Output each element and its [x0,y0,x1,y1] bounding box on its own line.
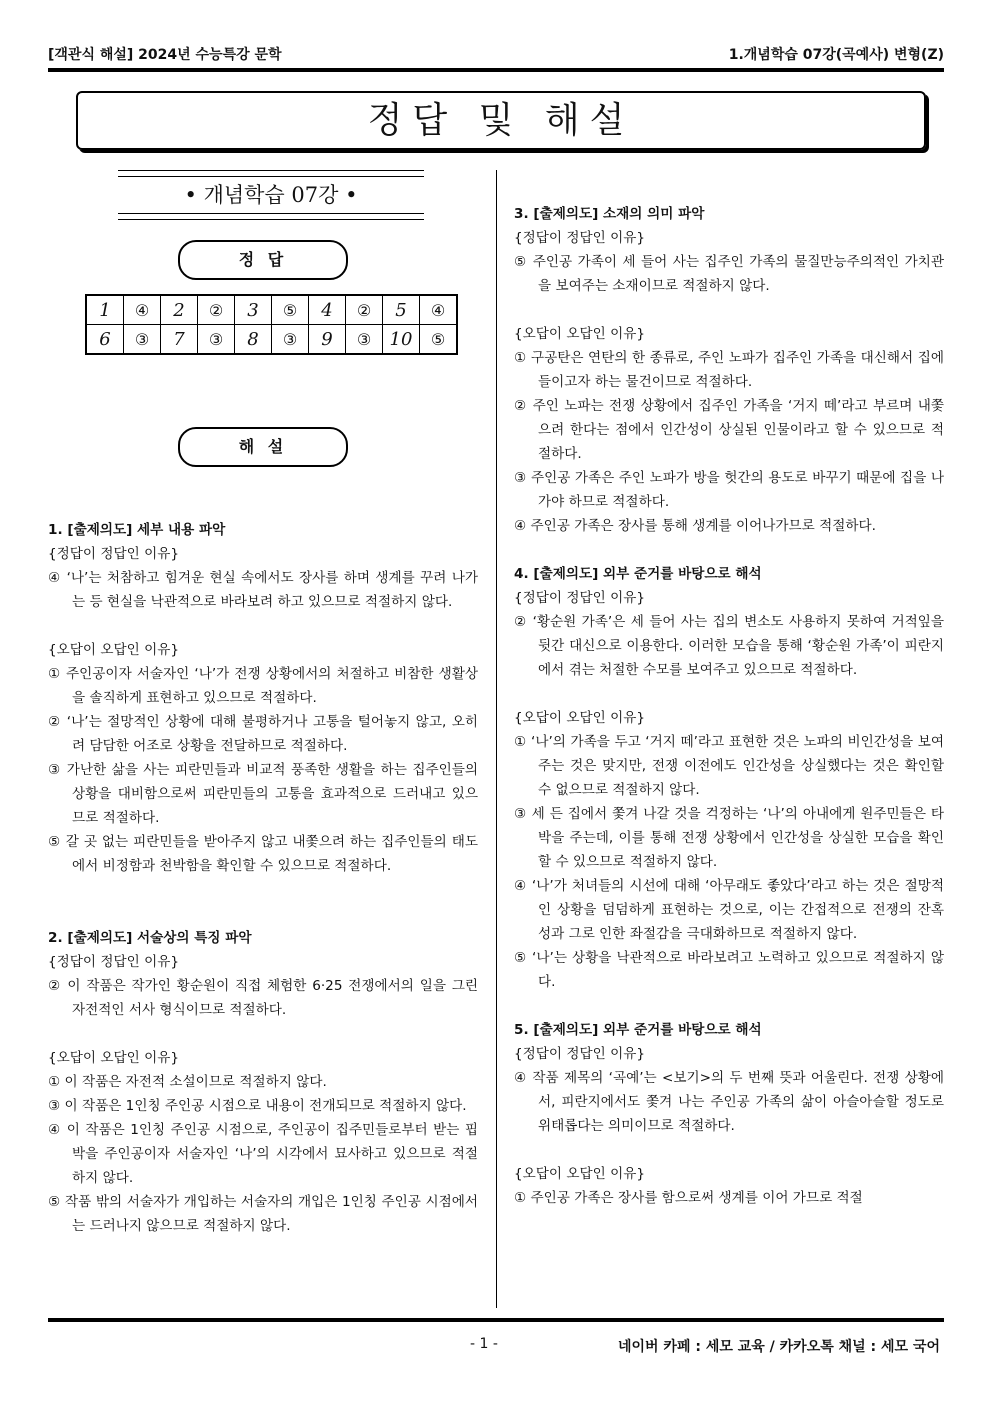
page-title: 정답 및 해설 [76,91,926,150]
q2-wrong-label: {오답이 오답인 이유} [48,1050,179,1066]
lesson-banner [118,170,424,216]
question-number: 5 [383,295,420,325]
answer-value: ⑤ [272,295,309,325]
q1-heading: 1. [출제의도] 세부 내용 파악 [48,522,226,538]
q4-wrong-item: ⑤ ‘나’는 상황을 낙관적으로 바라보려고 노력하고 있으므로 적절하지 않다. [514,950,944,990]
header-right: 1.개념학습 07강(곡예사) 변형(Z) [728,47,944,63]
answer-value: ③ [272,325,309,355]
answer-value: ④ [124,295,161,325]
footer-contact: 네이버 카페 : 세모 교육 / 카카오톡 채널 : 세모 국어 [617,1339,940,1355]
q1-correct-label: {정답이 정답인 이유} [48,546,179,562]
q4-correct: ② ‘황순원 가족’은 세 들어 사는 집의 변소도 사용하지 못하여 거적잎을 뒷간 대신으로 이용한다. 이러한 모습을 통해 ‘황순원 가족’이 피란지에서 겪는 처절한 수모를 보여주고 있으므로 적절하다. [514,614,944,678]
q1-wrong-item: ① 주인공이자 서술자인 ‘나’가 전쟁 상황에서의 처절하고 비참한 생활상을 솔직하게 표현하고 있으므로 적절하다. [48,666,478,706]
question-number: 6 [86,325,124,355]
q4-heading: 4. [출제의도] 외부 준거를 바탕으로 해석 [514,566,762,582]
question-number: 1 [86,295,124,325]
question-number: 9 [309,325,346,355]
lesson-top-rule [118,170,424,177]
answer-value: ④ [420,295,458,325]
q3-correct: ⑤ 주인공 가족이 세 들어 사는 집주인 가족의 물질만능주의적인 가치관을 보여주는 소재이므로 적절하지 않다. [514,254,944,294]
q5-wrong-item: ① 주인공 가족은 장사를 함으로써 생계를 이어 가므로 적절 [514,1190,863,1206]
q4-correct-label: {정답이 정답인 이유} [514,590,645,606]
explanation-pill: 해 설 [178,427,348,467]
answer-value: ③ [124,325,161,355]
footer-rule [48,1318,944,1322]
q2-wrong-item: ④ 이 작품은 1인칭 주인공 시점으로, 주인공이 집주민들로부터 받는 핍박을 주인공이자 서술자인 ‘나’의 시각에서 묘사하고 있으므로 적절하지 않다. [48,1122,478,1186]
column-divider [496,170,497,1308]
answer-value: ③ [346,325,383,355]
q4-wrong-item: ④ ‘나’가 처녀들의 시선에 대해 ‘아무래도 좋았다’라고 하는 것은 절망적인 상황을 덤덤하게 표현하는 것으로, 이는 간접적으로 전쟁의 잔혹성과 그로 인한 좌절감을 극대화하므로 적절하지 않다. [514,878,944,942]
left-column [48,518,478,1238]
header-rule [48,68,944,72]
q3-wrong-item: ④ 주인공 가족은 장사를 통해 생계를 이어나가므로 적절하다. [514,518,876,534]
q3-wrong-label: {오답이 오답인 이유} [514,326,645,342]
question-number: 10 [383,325,420,355]
q5-wrong-label: {오답이 오답인 이유} [514,1166,645,1182]
q2-correct: ② 이 작품은 작가인 황순원이 직접 체험한 6·25 전쟁에서의 일을 그린 자전적인 서사 형식이므로 적절하다. [48,978,478,1018]
q3-wrong-item: ③ 주인공 가족은 주인 노파가 방을 헛간의 용도로 바꾸기 때문에 집을 나가야 하므로 적절하다. [514,470,944,510]
q3-correct-label: {정답이 정답인 이유} [514,230,645,246]
answer-row-2 [86,325,457,355]
q1-wrong-item: ⑤ 갈 곳 없는 피란민들을 받아주지 않고 내쫓으려 하는 집주인들의 태도에서 비정함과 천박함을 확인할 수 있으므로 적절하다. [48,834,478,874]
q5-correct: ④ 작품 제목의 ‘곡예’는 <보기>의 두 번째 뜻과 어울린다. 전쟁 상황에서, 피란지에서도 쫓겨 나는 주인공 가족의 삶이 아슬아슬할 정도로 위태롭다는 의미이므로 적절하다. [514,1070,944,1134]
question-number: 8 [235,325,272,355]
answer-value: ⑤ [420,325,458,355]
answer-pill: 정 답 [178,240,348,280]
q1-wrong-label: {오답이 오답인 이유} [48,642,179,658]
q2-correct-label: {정답이 정답인 이유} [48,954,179,970]
q4-wrong-label: {오답이 오답인 이유} [514,710,645,726]
lesson-bottom-rule [118,213,424,220]
q3-heading: 3. [출제의도] 소재의 의미 파악 [514,206,705,222]
lesson-label: • 개념학습 07강 • [184,183,358,207]
q2-wrong-item: ⑤ 작품 밖의 서술자가 개입하는 서술자의 개입은 1인칭 주인공 시점에서는 드러나지 않으므로 적절하지 않다. [48,1194,478,1234]
answer-value: ② [346,295,383,325]
answer-row-1 [86,295,457,325]
q2-wrong-item: ① 이 작품은 자전적 소설이므로 적절하지 않다. [48,1074,327,1090]
q2-wrong-item: ③ 이 작품은 1인칭 주인공 시점으로 내용이 전개되므로 적절하지 않다. [48,1098,467,1114]
question-number: 3 [235,295,272,325]
answer-value: ② [198,295,235,325]
q4-wrong-item: ① ‘나’의 가족을 두고 ‘거지 떼’라고 표현한 것은 노파의 비인간성을 보여주는 것은 맞지만, 전쟁 이전에도 인간성을 상실했다는 것은 확인할 수 없으므로 적절하지 않다. [514,734,944,798]
q5-correct-label: {정답이 정답인 이유} [514,1046,645,1062]
question-number: 7 [161,325,198,355]
header-left: [객관식 해설] 2024년 수능특강 문학 [48,47,282,63]
answer-table [85,294,458,355]
page-number: - 1 - [470,1336,498,1352]
q1-wrong-item: ② ‘나’는 절망적인 상황에 대해 불평하거나 고통을 털어놓지 않고, 오히려 담담한 어조로 상황을 전달하므로 적절하다. [48,714,478,754]
q5-heading: 5. [출제의도] 외부 준거를 바탕으로 해석 [514,1022,762,1038]
q1-wrong-item: ③ 가난한 삶을 사는 피란민들과 비교적 풍족한 생활을 하는 집주인들의 상황을 대비함으로써 피란민들의 고통을 효과적으로 드러내고 있으므로 적절하다. [48,762,478,826]
q4-wrong-item: ③ 세 든 집에서 쫓겨 나갈 것을 걱정하는 ‘나’의 아내에게 원주민들은 타박을 주는데, 이를 통해 전쟁 상황에서 인간성을 상실한 모습을 확인할 수 있으므로 적절하지 않다. [514,806,944,870]
q2-heading: 2. [출제의도] 서술상의 특징 파악 [48,930,252,946]
q3-wrong-item: ② 주인 노파는 전쟁 상황에서 집주인 가족을 ‘거지 떼’라고 부르며 내쫓으려 한다는 점에서 인간성이 상실된 인물이라고 할 수 있으므로 적절하다. [514,398,944,462]
question-number: 2 [161,295,198,325]
answer-value: ③ [198,325,235,355]
question-number: 4 [309,295,346,325]
q3-wrong-item: ① 구공탄은 연탄의 한 종류로, 주인 노파가 집주인 가족을 대신해서 집에 들이고자 하는 물건이므로 적절하다. [514,350,944,390]
q1-correct: ④ ‘나’는 처참하고 힘겨운 현실 속에서도 장사를 하며 생계를 꾸려 나가는 등 현실을 낙관적으로 바라보려 하고 있으므로 적절하지 않다. [48,570,478,610]
right-column [514,202,944,1210]
